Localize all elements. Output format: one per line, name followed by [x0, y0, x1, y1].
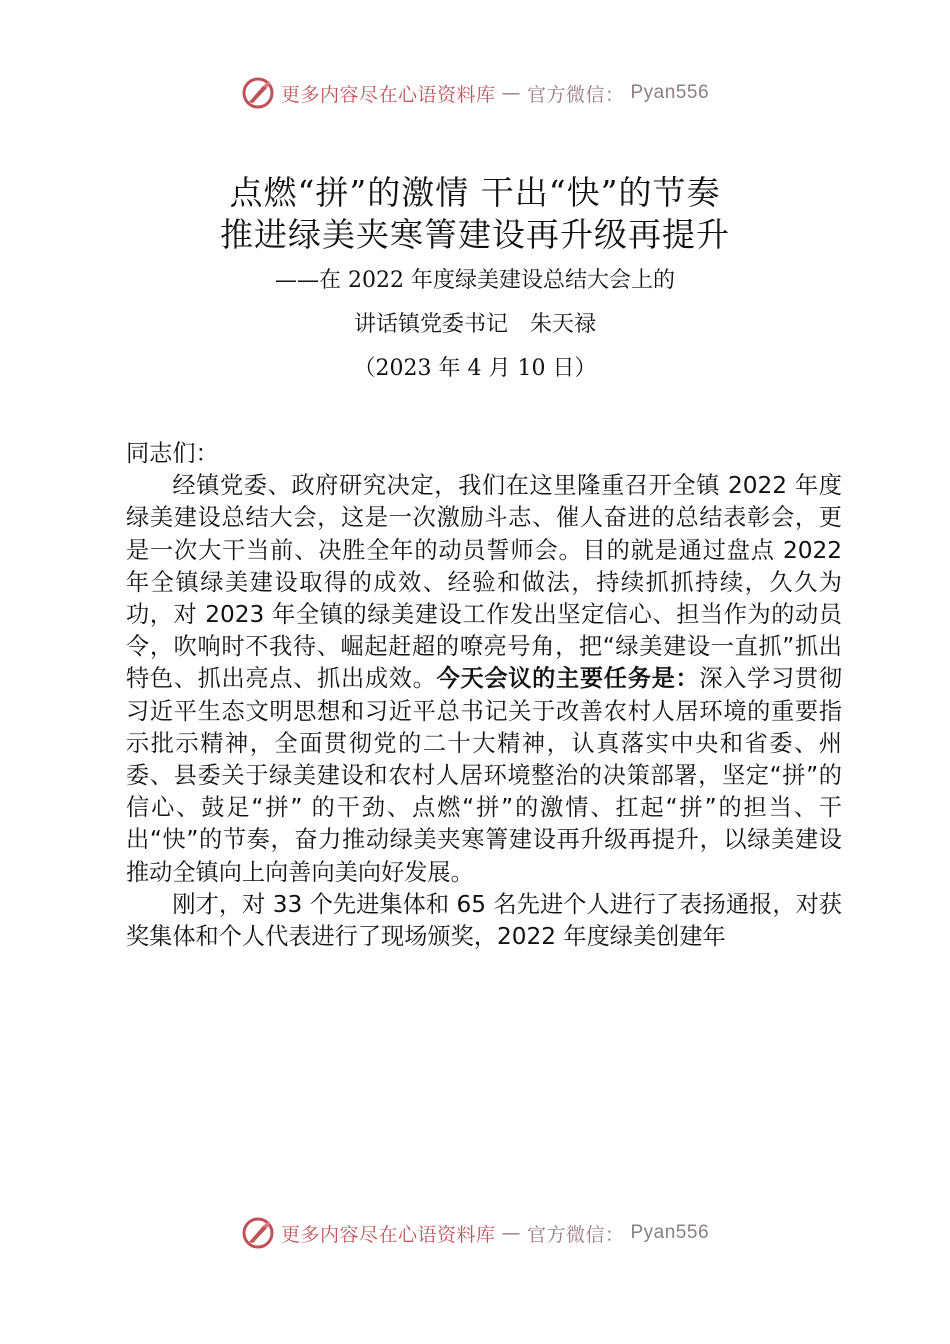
watermark-brand: 更多内容尽在心语资料库 [280, 83, 496, 106]
watermark-wechat-id: Pyan556 [630, 82, 710, 103]
subtitle-date: （2023 年 4 月 10 日） [353, 356, 597, 381]
title-line-2: 推进绿美夹寒箐建设再升级再提升 [220, 215, 730, 254]
paragraph-1-text-a: 经镇党委、政府研究决定，我们在这里隆重召开全镇 2022 年度绿美建设总结大会，这是一次激励斗志、催人奋进的总结表彰会，更是一次大干当前、决胜全年的动员誓师会。目的就是通过盘点 2022 年全镇绿美建设取得的成效、经验和做法，持续抓抓持续，久久为功，对 2023 年全镇的绿美建设工作发出坚定信心、担当作为的动员令，吹响时不我待、崛起赶超的嘹亮号角，把“绿美建设一直抓”抓出特色、抓出亮点、抓出成效。 [126, 472, 842, 693]
watermark-dash: — [501, 82, 521, 104]
paragraph-1 [126, 470, 842, 889]
quill-logo-icon [241, 1216, 275, 1250]
footer-watermark [0, 1216, 950, 1250]
watermark-wechat-id: Pyan556 [630, 1222, 710, 1243]
subtitle-speaker: 讲话镇党委书记 朱天禄 [353, 312, 596, 337]
watermark-label: 官方微信： [526, 1223, 625, 1246]
watermark-label: 官方微信： [526, 83, 625, 106]
speech-body [126, 438, 842, 953]
quill-logo-icon [241, 76, 275, 110]
subtitle-occasion: ——在 2022 年度绿美建设总结大会上的 [275, 268, 675, 293]
paragraph-1-bold-heading: 今天会议的主要任务是： [436, 665, 700, 693]
header-watermark [0, 76, 950, 110]
watermark-dash: — [501, 1222, 521, 1244]
paragraph-2: 刚才，对 33 个先进集体和 65 名先进个人进行了表扬通报，对获奖集体和个人代表进行了现场颁奖，2022 年度绿美创建年 [126, 890, 842, 951]
watermark-brand: 更多内容尽在心语资料库 [280, 1223, 496, 1246]
title-line-1: 点燃“拼”的激情 干出“快”的节奏 [229, 173, 721, 212]
paragraph-1-text-b: 深入学习贯彻习近平生态文明思想和习近平总书记关于改善农村人居环境的重要指示批示精神，全面贯彻党的二十大精神，认真落实中央和省委、州委、县委关于绿美建设和农村人居环境整治的决策部署，坚定“拼”的信心、鼓足“拼” 的干劲、点燃“拼”的激情、扛起“拼”的担当、干出“快”的节奏，奋力推动绿美夹寒箐建设再升级再提升，以绿美建设推动全镇向上向善向美向好发展。 [126, 665, 843, 886]
greeting: 同志们： [126, 440, 219, 467]
